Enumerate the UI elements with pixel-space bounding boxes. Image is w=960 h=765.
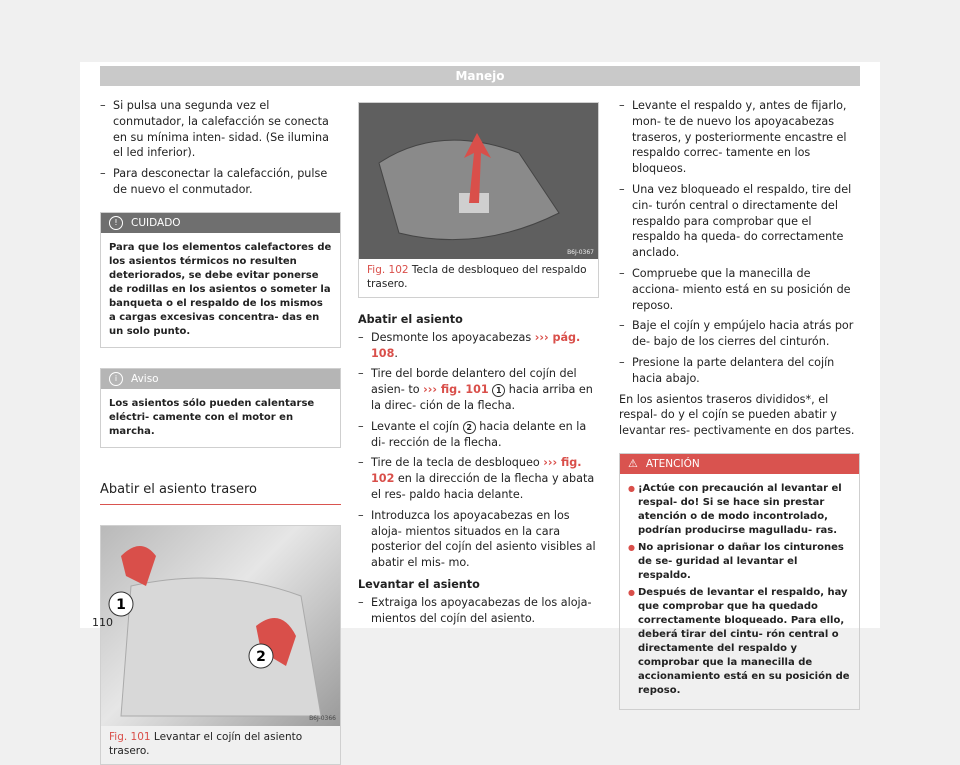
page-header: Manejo bbox=[100, 66, 860, 86]
callout-badge: 2 bbox=[463, 421, 476, 434]
callout-1: 1 bbox=[116, 596, 126, 613]
list-item bbox=[358, 419, 599, 451]
callout-2: 2 bbox=[256, 648, 266, 665]
warning-triangle-icon: ⚠ bbox=[628, 456, 638, 470]
caution-text: Para que los elementos calefactores de los asientos térmicos no resulten deteriorados, se debe evitar ponerse de rodillas en los asientos o someter la banqueta o el respaldo de los mismos a cargas excesivas concentra- das en un solo punto. bbox=[109, 241, 332, 337]
list-item bbox=[358, 455, 599, 502]
release-button-photo bbox=[359, 103, 598, 259]
subheading-abatir: Abatir el asiento bbox=[358, 313, 463, 326]
figure-caption bbox=[101, 726, 340, 764]
list-item bbox=[358, 330, 599, 362]
figure-code: B6J-0367 bbox=[567, 249, 594, 256]
column-left bbox=[100, 98, 341, 765]
list-item: – Baje el cojín y empújelo hacia atrás por de- bajo de los cierres del cinturón. bbox=[619, 318, 860, 350]
info-circle-icon: ! bbox=[109, 216, 123, 230]
warning-item: ● No aprisionar o dañar los cinturones de se- guridad al levantar el respaldo. bbox=[628, 541, 851, 583]
figure-link[interactable]: ››› fig. 102 bbox=[371, 456, 582, 486]
paragraph: En los asientos traseros divididos*, el respal- do y el cojín se pueden abatir y levantar res- pectivamente en dos partes. bbox=[619, 392, 855, 438]
warning-title: ATENCIÓN bbox=[645, 457, 700, 470]
arrow-up-icon bbox=[121, 546, 156, 586]
warning-box bbox=[619, 453, 860, 710]
caution-header bbox=[101, 213, 340, 233]
list-item: – Introduzca los apoyacabezas en los aloja- mientos situados en la cara posterior del cojín del asiento visibles al abatir el mis- mo. bbox=[358, 508, 599, 571]
figure-label: Fig. 101 bbox=[109, 730, 151, 743]
warning-item: ● ¡Actúe con precaución al levantar el respal- do! Si se hace sin prestar atención o de modo incontrolado, podrían producirse magulladu- ras. bbox=[628, 482, 851, 538]
seat-illustration bbox=[101, 526, 340, 726]
warning-item: ● Después de levantar el respaldo, hay que comprobar que ha quedado correctamente bloqueado. Para ello, deberá tirar del cintu- rón central o directamente del respaldo y comprobar que la manecilla de accionamiento está en su posición de reposo. bbox=[628, 586, 851, 698]
list-item: – Levante el respaldo y, antes de fijarlo, mon- te de nuevo los apoyacabezas traseros, y posteriormente encastre el respaldo correc- tamente en los bloqueos. bbox=[619, 98, 860, 177]
figure-caption-text: Levantar el cojín del asiento trasero. bbox=[109, 730, 303, 757]
notice-header bbox=[101, 369, 340, 389]
notice-box bbox=[100, 368, 341, 448]
notice-text: Los asientos sólo pueden calentarse eléctri- camente con el motor en marcha. bbox=[109, 397, 315, 437]
info-icon: i bbox=[109, 372, 123, 386]
figure-caption bbox=[359, 259, 598, 297]
figure-link[interactable]: ››› fig. 101 bbox=[423, 383, 489, 397]
section-title: Abatir el asiento trasero bbox=[100, 482, 341, 505]
step-text: Desmonte los apoyacabezas bbox=[371, 330, 535, 344]
step-text: Tire del borde delantero del cojín del asien- to bbox=[371, 367, 577, 397]
list-item: – Si pulsa una segunda vez el conmutador, la calefacción se conecta en su mínima inten- sidad. (Se ilumina el led inferior). bbox=[100, 98, 341, 161]
figure-code: B6J-0366 bbox=[309, 714, 336, 722]
warning-text bbox=[620, 474, 859, 709]
seat-cushion-photo bbox=[101, 526, 340, 726]
list-item: – Compruebe que la manecilla de acciona- miento está en su posición de reposo. bbox=[619, 266, 860, 313]
figure-102 bbox=[358, 102, 599, 298]
caution-title: CUIDADO bbox=[131, 216, 181, 229]
figure-101 bbox=[100, 525, 341, 765]
column-right bbox=[619, 98, 860, 710]
step-text: Tire de la tecla de desbloqueo bbox=[371, 456, 544, 470]
column-middle bbox=[358, 102, 599, 631]
step-text: . bbox=[394, 346, 398, 360]
warning-header bbox=[620, 454, 859, 474]
page-link[interactable]: ››› pág. 108 bbox=[371, 330, 581, 360]
list-item: – Presione la parte delantera del cojín hacia abajo. bbox=[619, 355, 860, 387]
figure-caption-text: Tecla de desbloqueo del respaldo trasero. bbox=[367, 264, 587, 290]
list-item: – Para desconectar la calefacción, pulse de nuevo el conmutador. bbox=[100, 166, 341, 198]
step-text: en la dirección de la flecha y abata el res- paldo hacia delante. bbox=[371, 472, 595, 501]
figure-label: Fig. 102 bbox=[367, 264, 409, 276]
subheading-levantar: Levantar el asiento bbox=[358, 577, 480, 591]
page-number: 110 bbox=[92, 616, 113, 629]
step-text: hacia delante en la di- rección de la flecha. bbox=[371, 419, 587, 449]
step-text: hacia arriba en la direc- ción de la flecha. bbox=[371, 383, 593, 412]
callout-badge: 1 bbox=[492, 384, 505, 397]
step-text: Levante el cojín bbox=[371, 419, 463, 433]
notice-title: Aviso bbox=[131, 372, 159, 385]
caution-box bbox=[100, 212, 341, 348]
list-item: – Una vez bloqueado el respaldo, tire del cin- turón central o directamente del respaldo para comprobar que el respaldo ha queda- do correctamente anclado. bbox=[619, 182, 860, 261]
list-item bbox=[358, 366, 599, 413]
release-illustration bbox=[359, 103, 598, 259]
list-item: – Extraiga los apoyacabezas de los aloja- mientos del cojín del asiento. bbox=[358, 595, 599, 627]
